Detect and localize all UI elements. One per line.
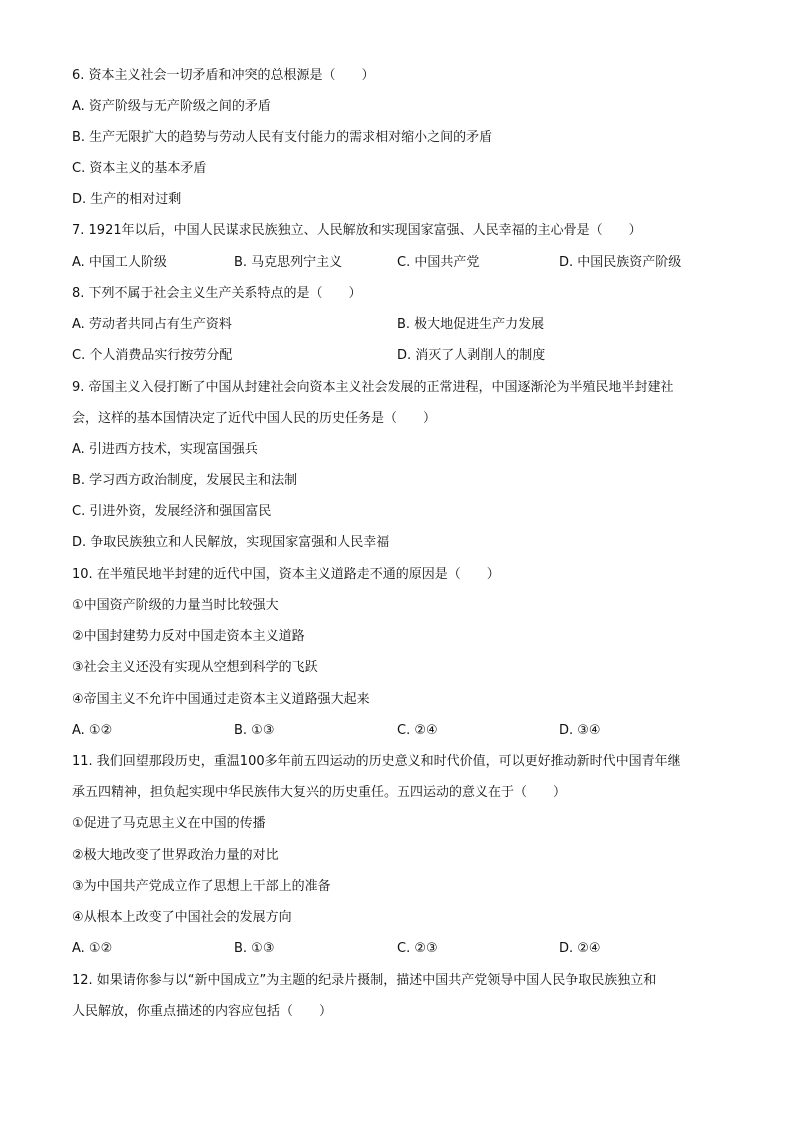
q7-option-a: A. 中国工人阶级 [72, 255, 167, 270]
q9-option-d: D. 争取民族独立和人民解放，实现国家富强和人民幸福 [72, 535, 390, 550]
q9-option-b: B. 学习西方政治制度，发展民主和法制 [72, 473, 298, 488]
q8-option-c: C. 个人消费品实行按劳分配 [72, 348, 233, 363]
q10-option-d: D. ③④ [559, 723, 601, 738]
q8-stem: 8. 下列不属于社会主义生产关系特点的是（ ） [72, 286, 362, 301]
q11-option-d: D. ②④ [559, 941, 601, 956]
q9-stem-line1: 9. 帝国主义入侵打断了中国从封建社会向资本主义社会发展的正常进程，中国逐渐沦为半殖民地半封建社 [72, 380, 674, 395]
q7-option-b: B. 马克思列宁主义 [234, 255, 343, 270]
q11-option-b: B. ①③ [234, 941, 275, 956]
q11-option-c: C. ②③ [397, 941, 438, 956]
q12-stem-line1: 12. 如果请你参与以“新中国成立”为主题的纪录片摄制，描述中国共产党领导中国人民争取民族独立和 [72, 973, 657, 988]
q11-item-2: ②极大地改变了世界政治力量的对比 [72, 848, 279, 863]
q8-option-d: D. 消灭了人剥削人的制度 [397, 348, 546, 363]
q6-option-a: A. 资产阶级与无产阶级之间的矛盾 [72, 99, 271, 114]
q11-item-4: ④从根本上改变了中国社会的发展方向 [72, 910, 292, 925]
q10-option-b: B. ①③ [234, 723, 275, 738]
q10-item-1: ①中国资产阶级的力量当时比较强大 [72, 598, 279, 613]
q10-item-3: ③社会主义还没有实现从空想到科学的飞跃 [72, 660, 318, 675]
q10-item-4: ④帝国主义不允许中国通过走资本主义道路强大起来 [72, 692, 370, 707]
q7-option-d: D. 中国民族资产阶级 [559, 255, 682, 270]
q11-stem-line1: 11. 我们回望那段历史，重温100多年前五四运动的历史意义和时代价值，可以更好推动新时代中国青年继 [72, 754, 681, 769]
q12-stem-line2: 人民解放，你重点描述的内容应包括（ ） [72, 1004, 333, 1019]
q11-item-1: ①促进了马克思主义在中国的传播 [72, 816, 266, 831]
q7-option-c: C. 中国共产党 [397, 255, 480, 270]
q11-option-a: A. ①② [72, 941, 113, 956]
q10-option-c: C. ②④ [397, 723, 438, 738]
q6-option-d: D. 生产的相对过剩 [72, 192, 182, 207]
q6-stem: 6. 资本主义社会一切矛盾和冲突的总根源是（ ） [72, 68, 375, 83]
q8-option-b: B. 极大地促进生产力发展 [397, 317, 545, 332]
q11-stem-line2: 承五四精神，担负起实现中华民族伟大复兴的历史重任。五四运动的意义在于（ ） [72, 785, 567, 800]
q10-stem: 10. 在半殖民地半封建的近代中国，资本主义道路走不通的原因是（ ） [72, 567, 500, 582]
q6-option-c: C. 资本主义的基本矛盾 [72, 161, 207, 176]
q9-option-c: C. 引进外资，发展经济和强国富民 [72, 504, 272, 519]
q9-stem-line2: 会，这样的基本国情决定了近代中国人民的历史任务是（ ） [72, 411, 437, 426]
q11-item-3: ③为中国共产党成立作了思想上干部上的准备 [72, 879, 331, 894]
q9-option-a: A. 引进西方技术，实现富国强兵 [72, 442, 258, 457]
q6-option-b: B. 生产无限扩大的趋势与劳动人民有支付能力的需求相对缩小之间的矛盾 [72, 130, 493, 145]
q8-option-a: A. 劳动者共同占有生产资料 [72, 317, 232, 332]
q10-item-2: ②中国封建势力反对中国走资本主义道路 [72, 629, 305, 644]
q10-option-a: A. ①② [72, 723, 113, 738]
q7-stem: 7. 1921年以后，中国人民谋求民族独立、人民解放和实现国家富强、人民幸福的主心骨是（ ） [72, 223, 642, 238]
